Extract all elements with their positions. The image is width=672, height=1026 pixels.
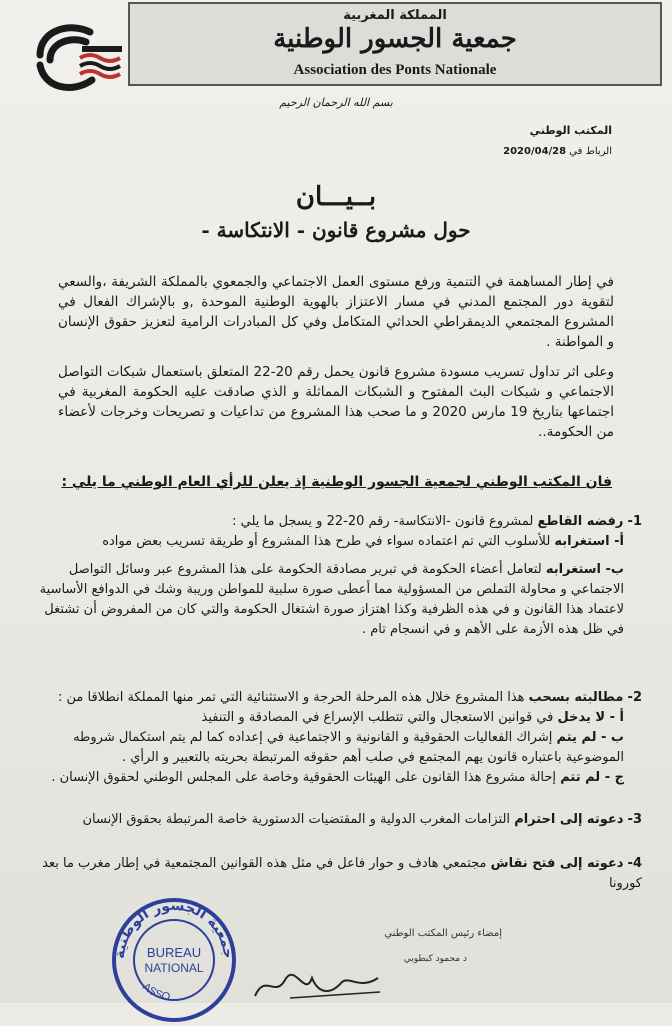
- letterhead-box: [128, 2, 662, 86]
- sub-bold: أ - لا يدخل: [557, 710, 624, 725]
- item-bold: مطالبته بسحب: [528, 690, 624, 705]
- item-3: [32, 810, 642, 830]
- date-value: 2020/04/28: [503, 146, 567, 157]
- sub-text: إشراك الفعاليات الحقوقية و القانونية و الاجتماعية في إعداده كما لم يتم استكمال شروطه الموضوعية باعتباره قانون يهم المجتمع في صلب أهم حقوقه المرتبطة بحريته بالتعبير و الرأي .: [73, 730, 624, 765]
- item-text: لمشروع قانون -الانتكاسة- رقم 20-22 و يسجل ما يلي :: [232, 514, 534, 529]
- item-number: 3-: [627, 812, 642, 827]
- sub-text: لتعامل أعضاء الحكومة في تبرير مصادقة الحكومة على هذا المشروع عبر وسائل التواصل الاجتماعي و محاولة التملص من المسؤولية مما أعطى صورة سلبية للمواطن وريبة وشك في الدوافع الأساسية لاعتماد هذا القانون و في هذه الظرفية وكذا اهتزاز صورة اشتغال الحكومة والتي كان من المفروض أن تشتغل في ظل هذه الأزمة على الأهم و في انسجام تام .: [39, 562, 624, 637]
- document-subtitle: حول مشروع قانون - الانتكاسة -: [201, 218, 471, 242]
- signature-label: إمضاء رئيس المكتب الوطني: [384, 928, 502, 939]
- item-4: [32, 854, 642, 894]
- signatory-name: د محمود كبطوبي: [403, 954, 467, 964]
- paragraph-context: وعلى اثر تداول تسريب مسودة مشروع قانون يحمل رقم 20-22 المتعلق باستعمال شبكات التواصل الاجتماعي و شبكات البث المفتوح و الشبكات المماثلة و الذي صادقت عليه الحكومة المغربية في اجتماعها بتاريخ 19 مارس 2020 و ما صحب هذا المشروع من تداعيات و تصريحات وخرجات لأعضاء من الحكومة..: [58, 364, 615, 440]
- stamp-bottom-text: ASSO...: [140, 980, 179, 1004]
- association-logo: [20, 10, 130, 100]
- stamp-line2: NATIONAL: [144, 961, 204, 975]
- sub-text: إحالة مشروع هذا القانون على الهيئات الحقوقية وخاصة على المجلس الوطني لحقوق الإنسان .: [51, 770, 557, 785]
- date-prefix: الرباط في: [569, 146, 612, 157]
- item-1-a: [32, 532, 642, 552]
- sub-bold: ب - لم يتم: [556, 730, 624, 745]
- sub-bold: أ- استغرابه: [554, 534, 624, 549]
- item-number: 4-: [627, 856, 642, 871]
- item-bold: دعوته إلى فتح نقاش: [490, 856, 624, 871]
- sub-text: للأسلوب التي تم اعتماده سواء في طرح هذا المشروع أو طريقة تسريب بعض مواده: [102, 534, 551, 549]
- item-2: [32, 688, 642, 788]
- date-line: [503, 146, 612, 157]
- basmala: بسم الله الرحمان الرحيم: [279, 96, 393, 109]
- stamp-top-text: جمعية الجسور الوطنية: [111, 897, 237, 960]
- item-1-b: [32, 560, 642, 640]
- sub-bold: ج - لم تتم: [560, 770, 624, 785]
- item-text: التزامات المغرب الدولية و المقتضيات الدستورية خاصة المرتبطة بحقوق الإنسان: [82, 812, 511, 827]
- item-text: هذا المشروع خلال هذه المرحلة الحرجة و الاستثنائية التي تمر منها المملكة انطلاقا من :: [58, 690, 525, 705]
- item-text: مجتمعي هادف و حوار فاعل في مثل هذه القوانين المجتمعية في إطار مغرب ما بعد كورونا: [42, 856, 642, 891]
- handwritten-signature: [250, 968, 390, 1003]
- paragraph-intro: في إطار المساهمة في التنمية ورفع مستوى العمل الاجتماعي والجمعوي بالمملكة الشريفة ،والسعي لتقوية دور المجتمع المدني في مسار الاعتزاز بالهوية الوطنية الموحدة ,و بالإشراك الفعال في المشروع المجتمعي الديمقراطي الحداثي المتكامل وفي كل المبادرات الرامية لتعزيز حقوق الإنسان و المواطنة .: [58, 274, 614, 350]
- item-number: 1-: [627, 514, 642, 529]
- item-bold: رفضه القاطع: [537, 514, 624, 529]
- declaration-heading: فان المكتب الوطني لجمعية الجسور الوطنية إذ يعلن للرأي العام الوطني ما يلي :: [61, 474, 612, 490]
- item-2-b: [32, 728, 642, 768]
- svg-text:ASSO...: [140, 981, 179, 1004]
- sub-text: في قوانين الاستعجال والتي تتطلب الإسراع في المصادقة و التنفيذ: [201, 710, 554, 725]
- item-bold: دعوته إلى احترام: [514, 812, 624, 827]
- association-name-french: Association des Ponts Nationale: [293, 62, 497, 78]
- association-name-arabic: جمعية الجسور الوطنية: [273, 24, 517, 54]
- stamp-line1: BUREAU: [146, 945, 202, 960]
- kingdom-label: المملكة المغربية: [343, 8, 447, 23]
- item-1: [32, 512, 642, 640]
- item-number: 2-: [627, 690, 642, 705]
- sub-bold: ب- استغرابه: [545, 562, 624, 577]
- item-2-c: [32, 768, 642, 788]
- office-label: المكتب الوطني: [529, 124, 612, 137]
- document-title: بــيـــان: [295, 182, 377, 212]
- item-2-a: [32, 708, 642, 728]
- official-stamp: [108, 894, 240, 1026]
